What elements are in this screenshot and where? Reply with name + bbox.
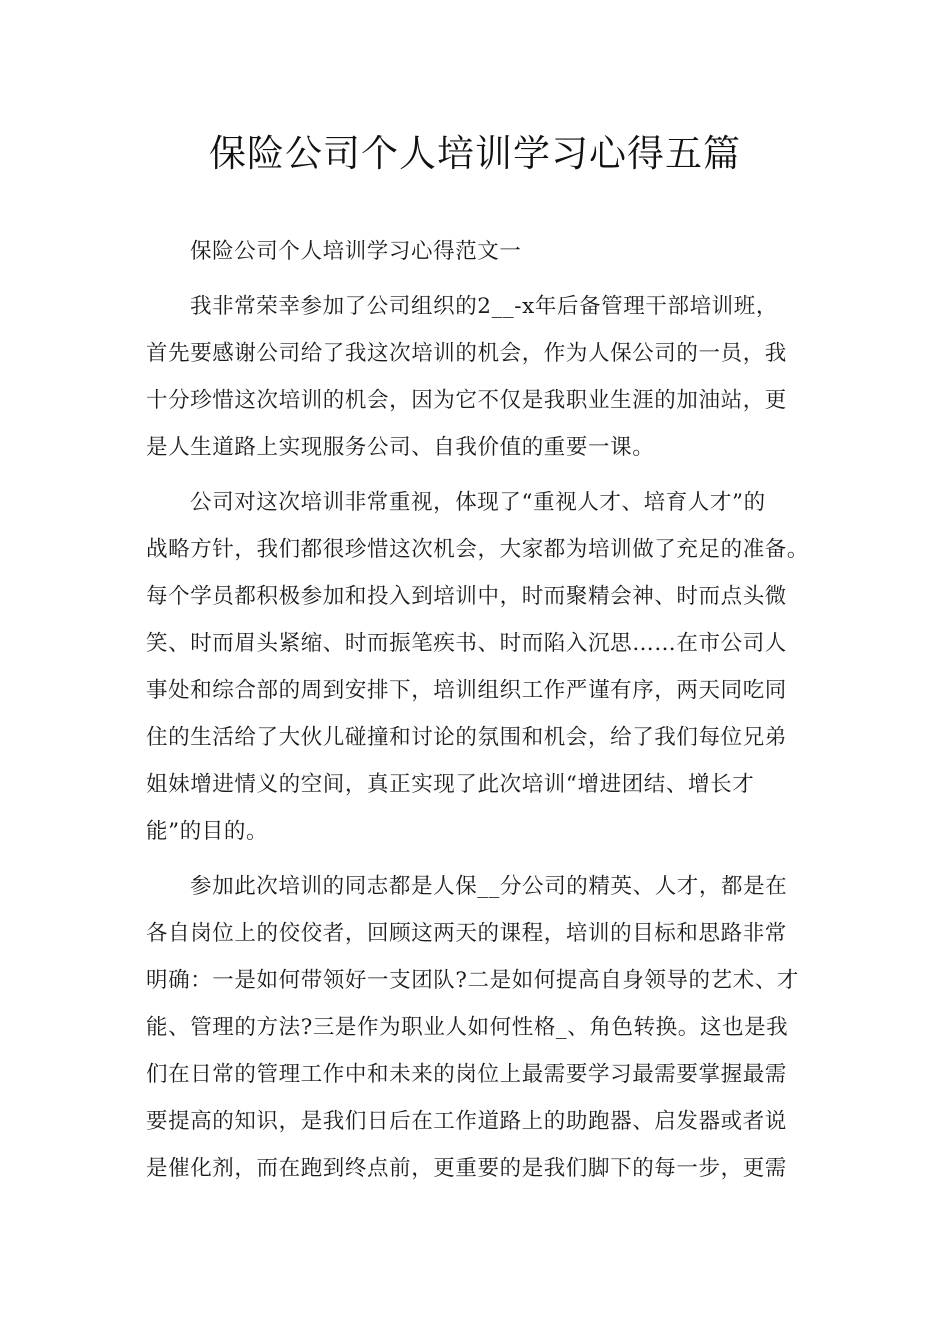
- paragraph-line: 姐妹增进情义的空间，真正实现了此次培训“增进团结、增长才: [146, 772, 755, 797]
- section-heading: 保险公司个人培训学习心得范文一: [190, 239, 522, 264]
- paragraph-line: 参加此次培训的同志都是人保__分公司的精英、人才，都是在: [190, 874, 788, 899]
- paragraph-line: 能、管理的方法?三是作为职业人如何性格_、角色转换。这也是我: [146, 1015, 789, 1040]
- document-title: 保险公司个人培训学习心得五篇: [209, 132, 741, 175]
- paragraph-line: 要提高的知识，是我们日后在工作道路上的助跑器、启发器或者说: [146, 1109, 787, 1134]
- paragraph-line: 公司对这次培训非常重视，体现了“重视人才、培育人才”的: [190, 490, 766, 515]
- paragraph-gap: [146, 855, 810, 863]
- paragraph-line: 十分珍惜这次培训的机会，因为它不仅是我职业生涯的加油站，更: [146, 388, 787, 413]
- paragraph-line: 能”的目的。: [146, 819, 269, 844]
- document-body: [146, 228, 810, 1192]
- paragraph-line: 事处和综合部的周到安排下，培训组织工作严谨有序，两天同吃同: [146, 678, 787, 703]
- paragraph-line: 们在日常的管理工作中和未来的岗位上最需要学习最需要掌握最需: [146, 1062, 787, 1087]
- paragraph-line: 我非常荣幸参加了公司组织的2__-x年后备管理干部培训班，: [190, 294, 778, 319]
- paragraph-gap: [146, 471, 810, 479]
- paragraph-line: 是人生道路上实现服务公司、自我价值的重要一课。: [146, 435, 655, 460]
- paragraph-line: 每个学员都积极参加和投入到培训中，时而聚精会神、时而点头微: [146, 584, 787, 609]
- paragraph-line: 笑、时而眉头紧缩、时而振笔疾书、时而陷入沉思……在市公司人: [146, 631, 787, 656]
- paragraph-line: 是催化剂，而在跑到终点前，更重要的是我们脚下的每一步，更需: [146, 1156, 787, 1181]
- paragraph-line: 各自岗位上的佼佼者，回顾这两天的课程，培训的目标和思路非常: [146, 921, 787, 946]
- paragraph-line: 首先要感谢公司给了我这次培训的机会，作为人保公司的一员，我: [146, 341, 787, 366]
- paragraph-line: 战略方针，我们都很珍惜这次机会，大家都为培训做了充足的准备。: [146, 537, 810, 562]
- paragraph-line: 住的生活给了大伙儿碰撞和讨论的氛围和机会，给了我们每位兄弟: [146, 725, 787, 750]
- paragraph-line: 明确：一是如何带领好一支团队?二是如何提高自身领导的艺术、才: [146, 968, 800, 993]
- paragraph-gap: [146, 275, 810, 283]
